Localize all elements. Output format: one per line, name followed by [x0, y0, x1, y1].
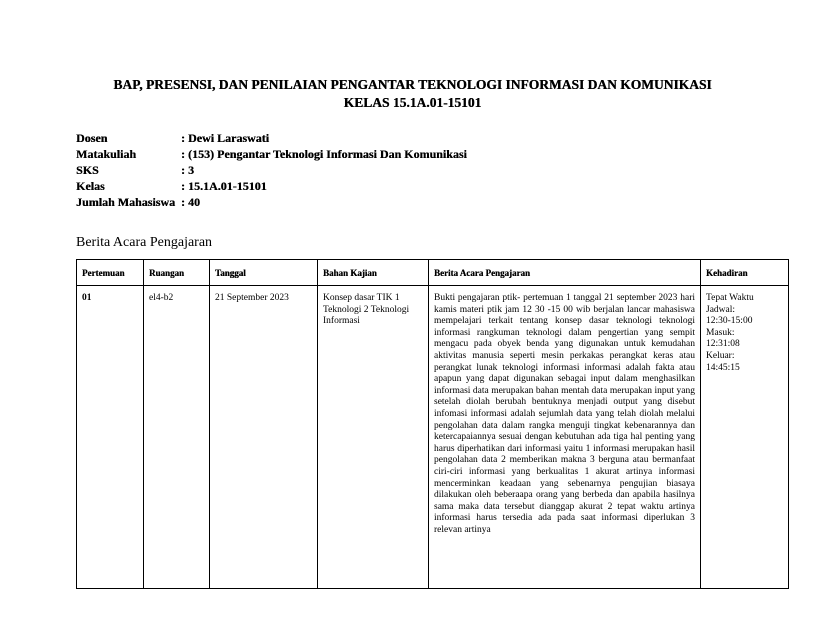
cell-kehadiran: [701, 286, 789, 589]
title-line-1: BAP, PRESENSI, DAN PENILAIAN PENGANTAR TEKNOLOGI INFORMASI DAN KOMUNIKASI: [113, 77, 712, 92]
info-row-jumlah-mahasiswa: [76, 194, 467, 210]
info-label: Kelas: [76, 179, 105, 193]
kehadiran-masuk-value: 12:31:08: [706, 339, 740, 350]
header-bahan-kajian: Bahan Kajian: [318, 260, 429, 286]
header-tanggal: Tanggal: [210, 260, 318, 286]
document-title: [60, 76, 765, 112]
header-pertemuan: Pertemuan: [77, 260, 144, 286]
info-value: : (153) Pengantar Teknologi Informasi Dan Komunikasi: [181, 147, 467, 161]
cell-bahan-kajian: Konsep dasar TIK 1 Teknologi 2 Teknologi Informasi: [318, 286, 429, 589]
header-ruangan: Ruangan: [144, 260, 210, 286]
header-kehadiran: Kehadiran: [701, 260, 789, 286]
kehadiran-jadwal-value: 12:30-15:00: [706, 316, 753, 327]
info-value: : 15.1A.01-15101: [181, 179, 267, 193]
table-header-row: [77, 260, 789, 286]
info-value: : 3: [181, 163, 194, 177]
course-info: [76, 130, 467, 210]
cell-pertemuan: 01: [77, 286, 144, 589]
info-row-matakuliah: [76, 146, 467, 162]
cell-berita-acara: [429, 286, 701, 589]
info-row-sks: [76, 162, 467, 178]
info-label: Matakuliah: [76, 147, 137, 161]
info-row-dosen: [76, 130, 467, 146]
title-line-2: KELAS 15.1A.01-15101: [343, 95, 482, 110]
berita-acara-text: Bukti pengajaran ptik- pertemuan 1 tanggal 21 september 2023 hari kamis materi ptik jam 12 30 -15 00 wib berjalan lancar mahasiswa mempelajari terkait tentang konsep dasar teknologi teknologi informasi rangkuman teknologi dalam pengertian yang sempit mengacu pada obyek benda yang digunakan untuk kemudahan aktivitas manusia seperti mesin perkakas perangkat keras atau perangkat lunak teknologi informasi informasi adalah fakta atau apapun yang dapat digunakan sebagai input dalam menghasilkan informasi data merupakan bahan mentah data merupakan input yang setelah diolah berubah bentuknya menjadi output yang disebut infomasi informasi adalah sejumlah data yang telah diolah melalui pengolahan data dalam rangka menguji tingkat kebenarannya dan ketercapaiannya sesuai dengan kebutuhan ada tiga hal penting yang harus diperhatikan dari informasi yaitu 1 informasi merupakan hasil pengolahan data 2 memberikan makna 3 berguna atau bermanfaat ciri-ciri informasi yang berkualitas 1 akurat artinya informasi mencerminkan keadaan yang sebenarnya pengujian biasaya dilakukan oleh beberaapa orang yang berbeda dan apabila hasilnya sama maka data tersebut dianggap akurat 2 tepat waktu artinya informasi harus tersedia ada pada saat informasi diperlukan 3 relevan artinya: [434, 293, 695, 535]
info-label: Dosen: [76, 131, 108, 145]
cell-tanggal: 21 September 2023: [210, 286, 318, 589]
info-row-kelas: [76, 178, 467, 194]
cell-ruangan: el4-b2: [144, 286, 210, 589]
info-value: : Dewi Laraswati: [181, 131, 269, 145]
teaching-report-table: [76, 259, 789, 589]
info-label: SKS: [76, 163, 99, 177]
kehadiran-keluar-value: 14:45:15: [706, 362, 740, 373]
header-berita-acara: Berita Acara Pengajaran: [429, 260, 701, 286]
kehadiran-keluar-label: Keluar:: [706, 350, 735, 361]
info-value: : 40: [181, 195, 200, 209]
section-title: Berita Acara Pengajaran: [76, 235, 213, 250]
kehadiran-masuk-label: Masuk:: [706, 327, 735, 338]
table-row: [77, 286, 789, 589]
kehadiran-jadwal-label: Jadwal:: [706, 304, 736, 315]
info-label: Jumlah Mahasiswa: [76, 195, 176, 209]
kehadiran-status: Tepat Waktu: [706, 293, 754, 303]
